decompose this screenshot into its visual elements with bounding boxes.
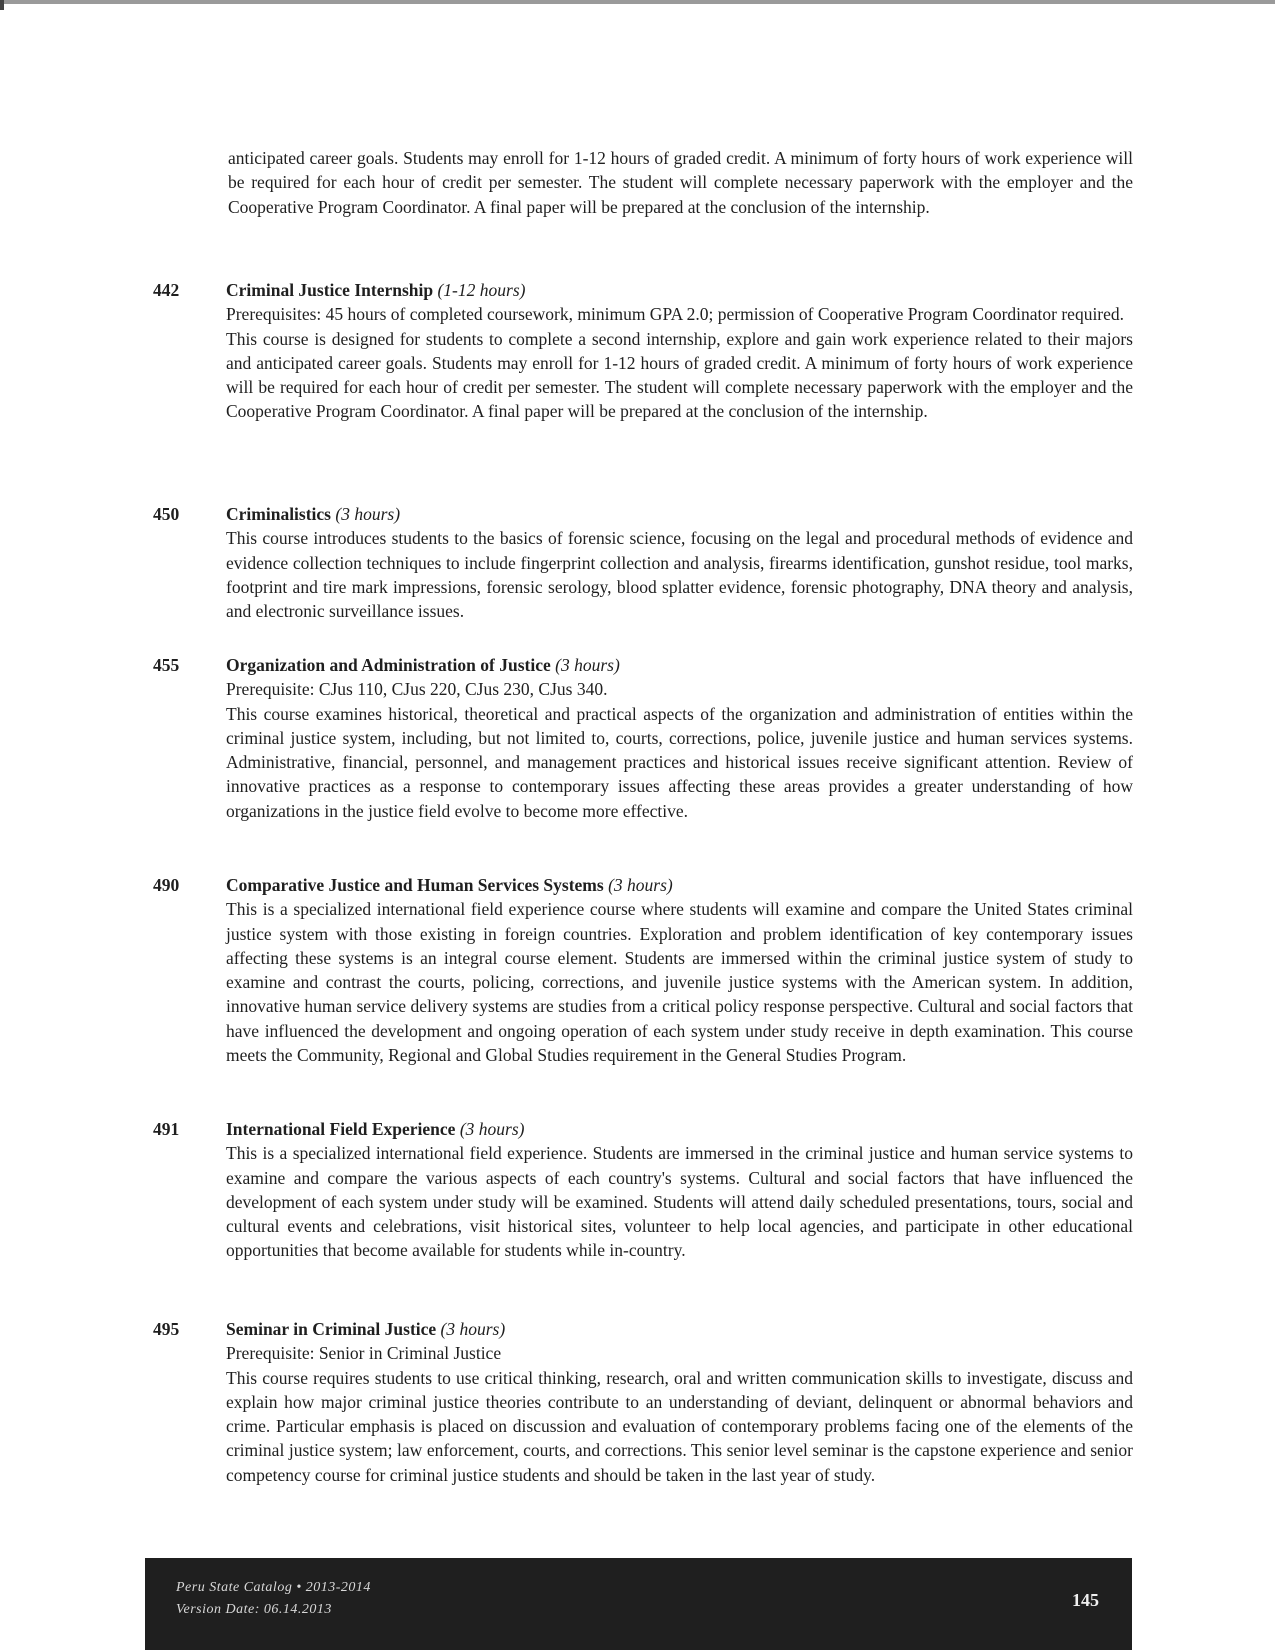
- course-title: Criminal Justice Internship: [226, 280, 434, 300]
- course-body: [226, 278, 1133, 424]
- course-heading: [226, 653, 1133, 677]
- course-description: This course introduces students to the basics of forensic science, focusing on the legal and procedural methods of evidence and evidence collection techniques to include fingerprint collection and analysis, firearms identification, gunshot residue, tool marks, footprint and tire mark impressions, forensic serology, blood splatter evidence, forensic photography, DNA theory and analysis, and electronic surveillance issues.: [226, 528, 1133, 622]
- course-body: [226, 502, 1133, 623]
- course-description: This is a specialized international field experience. Students are immersed in the criminal justice and human service systems to examine and compare the various aspects of each country's systems. Cultural and social factors that have influenced the development of each system under study will be examined. Students will attend daily scheduled presentations, tours, social and cultural events and celebrations, visit historical sites, volunteer to help local agencies, and participate in other educational opportunities that become available for students while in-country.: [226, 1143, 1133, 1261]
- course-title: Organization and Administration of Justice: [226, 655, 551, 675]
- course-number: 442: [153, 280, 180, 300]
- course-hours: (3 hours): [608, 875, 673, 895]
- course-number: 455: [153, 655, 180, 675]
- course-number: 495: [153, 1319, 180, 1339]
- course-hours: (1-12 hours): [437, 280, 526, 300]
- course-hours: (3 hours): [555, 655, 620, 675]
- intro-paragraph: anticipated career goals. Students may enroll for 1-12 hours of graded credit. A minimum of forty hours of work experience will be required for each hour of credit per semester. The student will complete necessary paperwork with the employer and the Cooperative Program Coordinator. A final paper will be prepared at the conclusion of the internship.: [228, 148, 1133, 217]
- course-description: This course examines historical, theoretical and practical aspects of the organization and administration of entities within the criminal justice system, including, but not limited to, courts, corrections, police, juvenile justice and human services systems. Administrative, financial, personnel, and management practices and historical issues receive significant attention. Review of innovative practices as a response to contemporary issues affecting these areas provides a greater understanding of how organizations in the justice field evolve to become more effective.: [226, 703, 1133, 821]
- course-hours: (3 hours): [459, 1119, 525, 1139]
- course-prerequisite: Prerequisites: 45 hours of completed coursework, minimum GPA 2.0; permission of Cooperative Program Coordinator required.: [226, 304, 1125, 325]
- course-prerequisite: Prerequisite: CJus 110, CJus 220, CJus 230, CJus 340.: [226, 679, 608, 700]
- course-hours: (3 hours): [335, 504, 401, 524]
- course-title: International Field Experience: [226, 1119, 456, 1139]
- course-description: This course is designed for students to complete a second internship, explore and gain work experience related to their majors and anticipated career goals. Students may enroll for 1-12 hours of graded credit. A minimum of forty hours of work experience will be required for each hour of credit per semester. The student will complete necessary paperwork with the employer and the Cooperative Program Coordinator. A final paper will be prepared at the conclusion of the internship.: [226, 328, 1133, 422]
- footer-version: Version Date: 06.14.2013: [176, 1602, 332, 1617]
- course-title: Criminalistics: [226, 504, 331, 524]
- course-number: 490: [153, 875, 180, 895]
- scan-mark: [0, 0, 4, 10]
- footer-catalog: Peru State Catalog • 2013-2014: [176, 1580, 371, 1595]
- page-number: 145: [1072, 1590, 1099, 1610]
- course-heading: [226, 1117, 1133, 1141]
- course-title: Seminar in Criminal Justice: [226, 1319, 437, 1339]
- course-heading: [226, 1317, 1133, 1341]
- course-body: [226, 1117, 1133, 1263]
- course-prerequisite: Prerequisite: Senior in Criminal Justice: [226, 1343, 502, 1364]
- course-body: [226, 1317, 1133, 1487]
- course-number: 491: [153, 1119, 180, 1139]
- course-hours: (3 hours): [440, 1319, 506, 1339]
- course-heading: [226, 873, 1133, 897]
- course-description: This is a specialized international field experience course where students will examine and compare the United States criminal justice system with those existing in foreign countries. Exploration and problem identification of key contemporary issues affecting these systems is an integral course element. Students are immersed within the criminal justice system of study to examine and contrast the courts, policing, corrections, and juvenile justice systems with the American system. In addition, innovative human service delivery systems are studies from a critical policy response perspective. Cultural and social factors that have influenced the development and ongoing operation of each system under study receive in depth examination. This course meets the Community, Regional and Global Studies requirement in the General Studies Program.: [226, 899, 1133, 1066]
- course-body: [226, 653, 1133, 823]
- course-title: Comparative Justice and Human Services Systems: [226, 875, 604, 895]
- course-heading: [226, 278, 1133, 302]
- course-body: [226, 873, 1133, 1067]
- footer-bar: [145, 1558, 1132, 1650]
- course-number: 450: [153, 504, 180, 524]
- course-heading: [226, 502, 1133, 526]
- course-description: This course requires students to use critical thinking, research, oral and written communication skills to investigate, discuss and explain how major criminal justice theories contribute to an understanding of deviant, delinquent or abnormal behaviors and crime. Particular emphasis is placed on discussion and evaluation of contemporary problems facing one of the elements of the criminal justice system; law enforcement, courts, and corrections. This senior level seminar is the capstone experience and senior competency course for criminal justice students and should be taken in the last year of study.: [226, 1367, 1133, 1485]
- scan-edge: [0, 0, 1275, 4]
